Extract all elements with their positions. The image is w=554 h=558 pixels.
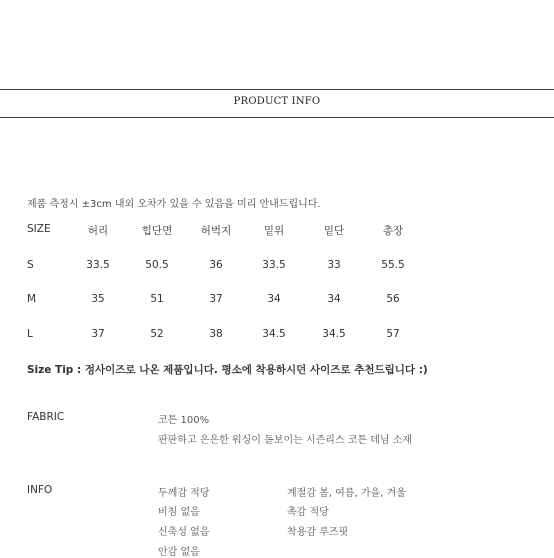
size-tip: Size Tip : 정사이즈로 나온 제품입니다. 평소에 착용하시던 사이즈로 추천드립니다 :) bbox=[27, 364, 428, 376]
table-cell: 51 bbox=[150, 293, 164, 305]
title-divider bbox=[0, 117, 554, 118]
fabric-label: FABRIC bbox=[27, 411, 65, 423]
column-header-size: SIZE bbox=[27, 223, 51, 235]
top-divider bbox=[0, 89, 554, 90]
table-cell: 56 bbox=[386, 293, 400, 305]
table-cell: 33.5 bbox=[86, 259, 110, 271]
fabric-composition: 코튼 100% bbox=[158, 415, 210, 426]
info-season: 계절감 봄, 여름, 가을, 겨울 bbox=[287, 488, 406, 499]
table-cell: 34.5 bbox=[262, 328, 286, 340]
table-row-label: S bbox=[27, 259, 34, 271]
table-cell: 37 bbox=[91, 328, 105, 340]
table-cell: 35 bbox=[91, 293, 105, 305]
info-label: INFO bbox=[27, 484, 53, 496]
column-header-thigh: 허벅지 bbox=[200, 225, 232, 237]
table-row-label: M bbox=[27, 293, 37, 305]
table-cell: 57 bbox=[386, 328, 400, 340]
table-cell: 38 bbox=[209, 328, 223, 340]
column-header-hem: 밑단 bbox=[323, 225, 345, 237]
info-fit: 착용감 루즈핏 bbox=[287, 527, 349, 538]
column-header-rise: 밑위 bbox=[263, 225, 285, 237]
table-cell: 37 bbox=[209, 293, 223, 305]
info-sheerness: 비침 없음 bbox=[158, 507, 200, 518]
info-stretch: 신축성 없음 bbox=[158, 527, 210, 538]
table-cell: 33 bbox=[327, 259, 341, 271]
table-row-label: L bbox=[27, 328, 33, 340]
info-thickness: 두께감 적당 bbox=[158, 488, 210, 499]
table-cell: 34 bbox=[267, 293, 281, 305]
column-header-length: 총장 bbox=[382, 225, 404, 237]
fabric-description: 판판하고 은은한 워싱이 돋보이는 시즌리스 코튼 데님 소재 bbox=[158, 435, 413, 446]
table-cell: 52 bbox=[150, 328, 164, 340]
table-cell: 34.5 bbox=[322, 328, 346, 340]
table-cell: 55.5 bbox=[381, 259, 405, 271]
info-touch: 촉감 적당 bbox=[287, 507, 329, 518]
table-cell: 33.5 bbox=[262, 259, 286, 271]
info-lining: 안감 없음 bbox=[158, 547, 200, 558]
table-cell: 36 bbox=[209, 259, 223, 271]
column-header-waist: 허리 bbox=[87, 225, 109, 237]
table-cell: 34 bbox=[327, 293, 341, 305]
measurement-notice: 제품 측정시 ±3cm 내외 오차가 있을 수 있음을 미리 안내드립니다. bbox=[27, 199, 321, 210]
column-header-hip: 힙단면 bbox=[141, 225, 173, 237]
table-cell: 50.5 bbox=[145, 259, 169, 271]
page-title: PRODUCT INFO bbox=[233, 96, 321, 107]
